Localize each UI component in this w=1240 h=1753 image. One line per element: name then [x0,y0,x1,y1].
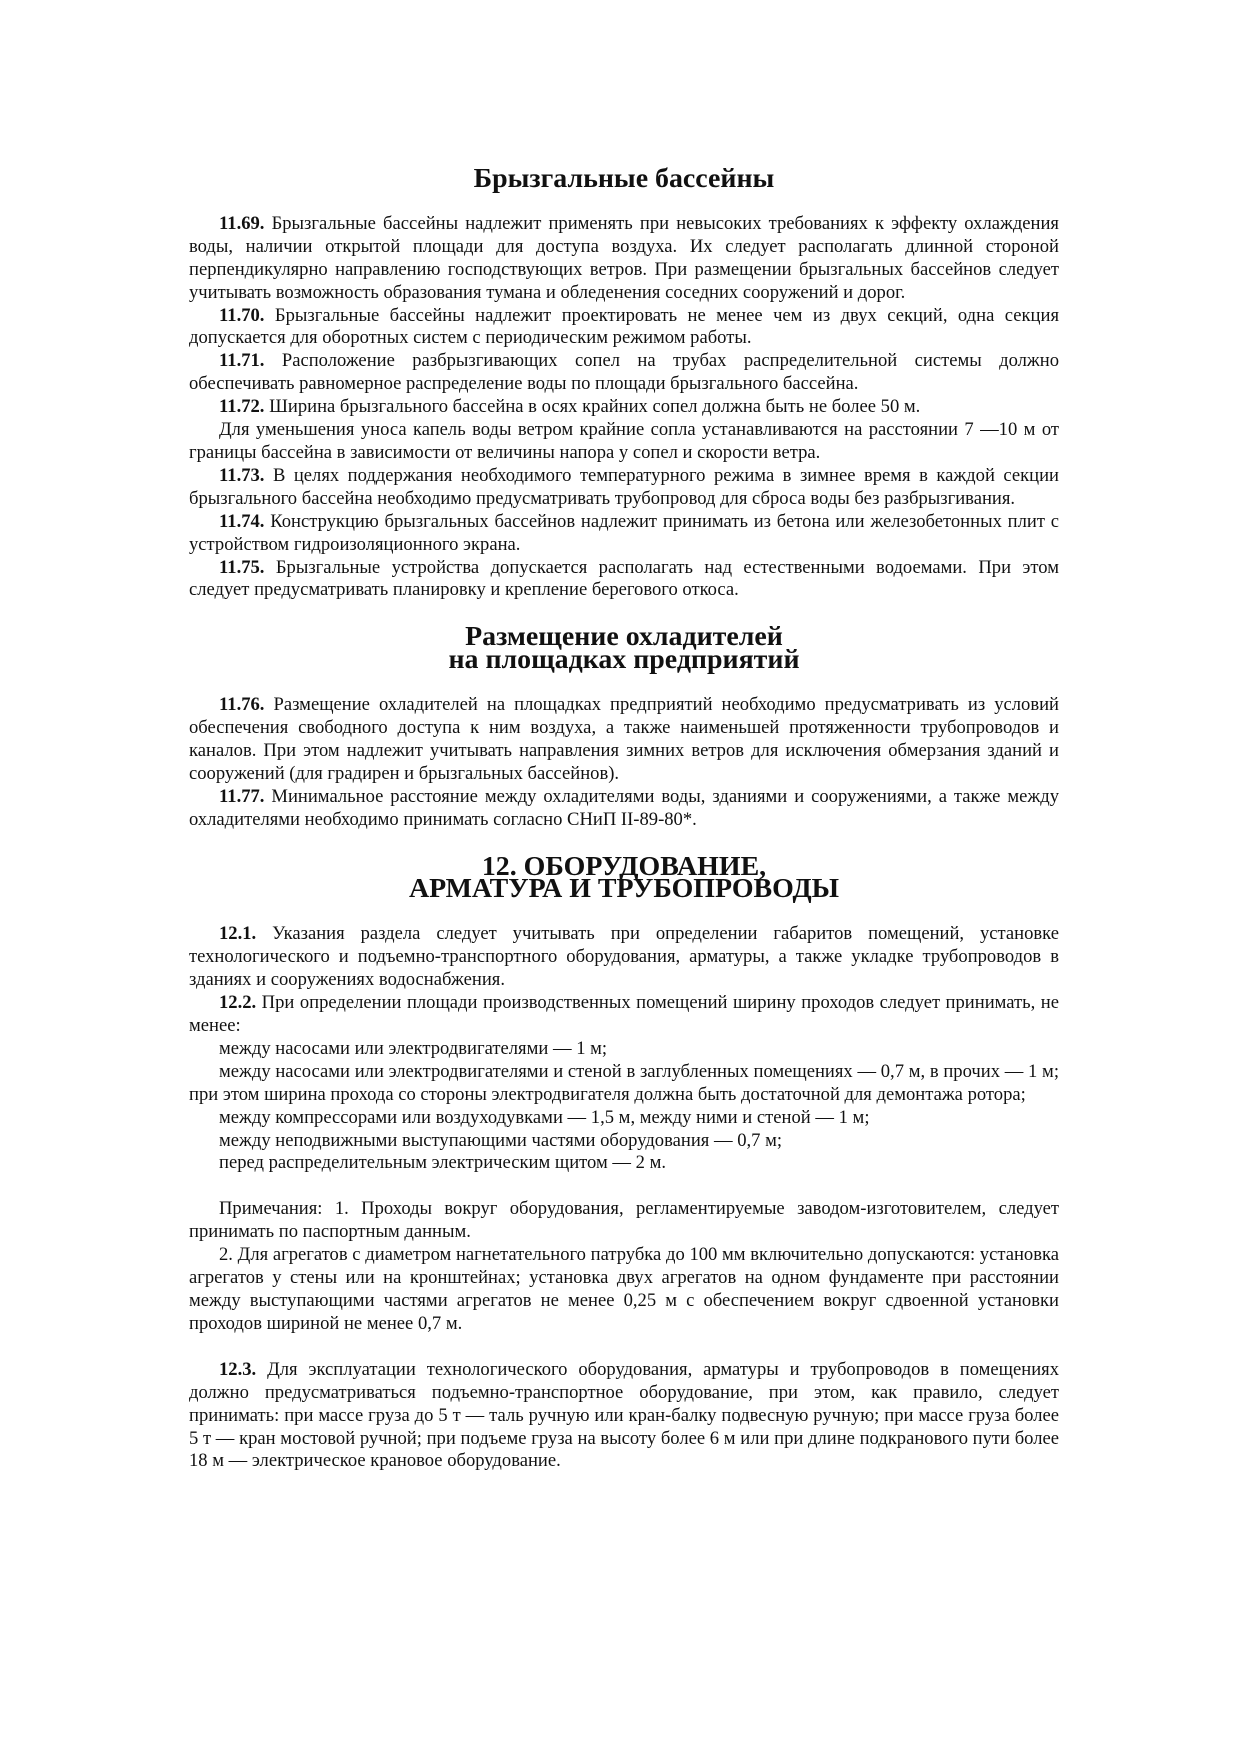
clause-text: между компрессорами или воздуходувками — 1,5 м, между ними и стеной — 1 м; [219,1106,870,1128]
paragraph [189,465,1059,511]
paragraph [189,557,1059,603]
equipment-body [189,923,1059,1473]
clause-text: Для эксплуатации технологического оборудования, арматуры и трубопроводов в помещениях должно предусматриваться подъемно-транспортное оборудование, при этом, как правило, следует принимать: при массе груза до 5 т — таль ручную или кран-балку подвесную ручную; при массе груза более 5 т — кран мостовой ручной; при подъеме груза на высоту более 6 м или при длине подкранового пути более 18 м — электрическое крановое оборудование. [189,1358,1059,1472]
clause-number: 11.76. [219,694,265,716]
note-paragraph: 2. Для агрегатов с диаметром нагнетательного патрубка до 100 мм включительно допускаются: установка агрегатов у стены или на кронштейнах; установка двух агрегатов на одном фундаменте при расстоянии между выступающими частями агрегатов не менее 0,25 м с обеспечением вокруг сдвоенной установки проходов шириной не менее 0,7 м. [189,1244,1059,1334]
clause-number: 11.71. [219,350,265,372]
placement-body [189,694,1059,831]
clause-number: 11.69. [219,212,265,234]
clause-text: В целях поддержания необходимого температурного режима в зимнее время в каждой секции брызгального бассейна необходимо предусматривать трубопровод для сброса воды без разбрызгивания. [189,464,1059,509]
clause-number: 11.70. [219,304,265,326]
clause-text: Для уменьшения уноса капель воды ветром крайние сопла устанавливаются на расстоянии 7 —10 м от границы бассейна в зависимости от величины напора у сопел и скорости ветра. [189,419,1059,463]
paragraph [189,1359,1059,1474]
clause-number: 12.2. [219,992,257,1014]
section-heading-placement [189,621,1059,676]
clause-text: Минимальное расстояние между охладителями воды, зданиями и сооружениями, а также между охладителями необходимо принимать согласно СНиП II-89-80*. [189,785,1059,830]
clause-text: между неподвижными выступающими частями оборудования — 0,7 м; [219,1129,783,1151]
heading-line: на площадках предприятий [448,644,800,676]
clause-text: перед распределительным электрическим щитом — 2 м. [219,1152,667,1174]
paragraph [189,305,1059,351]
clause-number: 11.74. [219,510,265,532]
paragraph [189,419,1059,465]
paragraph [189,511,1059,557]
paragraph [189,350,1059,396]
clause-text: Указания раздела следует учитывать при определении габаритов помещений, установке технологического и подъемно-транспортного оборудования, арматуры, а также укладке трубопроводов в зданиях и сооружениях водоснабжения. [189,923,1059,991]
paragraph [189,786,1059,832]
clause-text: Брызгальные устройства допускается располагать над естественными водоемами. При этом следует предусматривать планировку и крепление берегового откоса. [189,556,1059,601]
heading-line: Брызгальные бассейны [473,163,775,194]
clause-number: 11.73. [219,464,265,486]
heading-line: 12. ОБОРУДОВАНИЕ, [481,850,767,882]
paragraph [189,694,1059,786]
clause-number: 11.77. [219,785,265,807]
section-heading-spray-pools [189,163,1059,194]
paragraph [189,1038,1059,1061]
clause-text: При определении площади производственных помещений ширину проходов следует принимать, не менее: [189,992,1059,1036]
clause-number: 12.1. [219,923,257,945]
paragraph [189,396,1059,419]
paragraph [189,1152,1059,1175]
clause-text: Брызгальные бассейны надлежит проектировать не менее чем из двух секций, одна секция допускается для оборотных систем с периодическим режимом работы. [189,304,1059,349]
clause-text: между насосами или электродвигателями и стеной в заглубленных помещениях — 0,7 м, в прочих — 1 м; при этом ширина прохода со стороны электродвигателя должна быть достаточной для демонтажа ротора; [189,1060,1059,1105]
clause-number: 12.3. [219,1358,257,1380]
paragraph [189,213,1059,305]
clause-number: 11.75. [219,556,265,578]
note-paragraph: Примечания: 1. Проходы вокруг оборудования, регламентируемые заводом-изготовителем, следует принимать по паспортным данным. [189,1198,1059,1243]
document-page [189,163,1059,1473]
paragraph [189,992,1059,1038]
clause-number: 11.72. [219,396,265,418]
clause-text: Конструкцию брызгальных бассейнов надлежит принимать из бетона или железобетонных плит с устройством гидроизоляционного экрана. [189,510,1059,555]
paragraph [189,923,1059,992]
heading-line: АРМАТУРА И ТРУБОПРОВОДЫ [408,873,840,905]
section-heading-equipment [189,850,1059,905]
clause-text: Ширина брызгального бассейна в осях крайних сопел должна быть не более 50 м. [264,396,921,418]
heading-line: Размещение охладителей [465,621,783,653]
paragraph [189,1107,1059,1130]
spray-pools-body [189,213,1059,602]
clause-text: Брызгальные бассейны надлежит применять при невысоких требованиях к эффекту охлаждения воды, наличии открытой площади для доступа воздуха. Их следует располагать длинной стороной перпендикулярно направлению господствующих ветров. При размещении брызгальных бассейнов следует учитывать возможность образования тумана и обледенения соседних сооружений и дорог. [189,212,1059,303]
clause-text: Размещение охладителей на площадках предприятий необходимо предусматривать из условий обеспечения свободного доступа к ним воздуха, а также наименьшей протяженности трубопроводов и каналов. При этом надлежит учитывать направления зимних ветров для исключения обмерзания зданий и сооружений (для градирен и брызгальных бассейнов). [189,694,1059,784]
paragraph [189,1130,1059,1153]
clause-text: между насосами или электродвигателями — 1 м; [219,1037,608,1059]
clause-text: Расположение разбрызгивающих сопел на трубах распределительной системы должно обеспечивать равномерное распределение воды по площади брызгального бассейна. [189,350,1059,395]
paragraph [189,1061,1059,1107]
